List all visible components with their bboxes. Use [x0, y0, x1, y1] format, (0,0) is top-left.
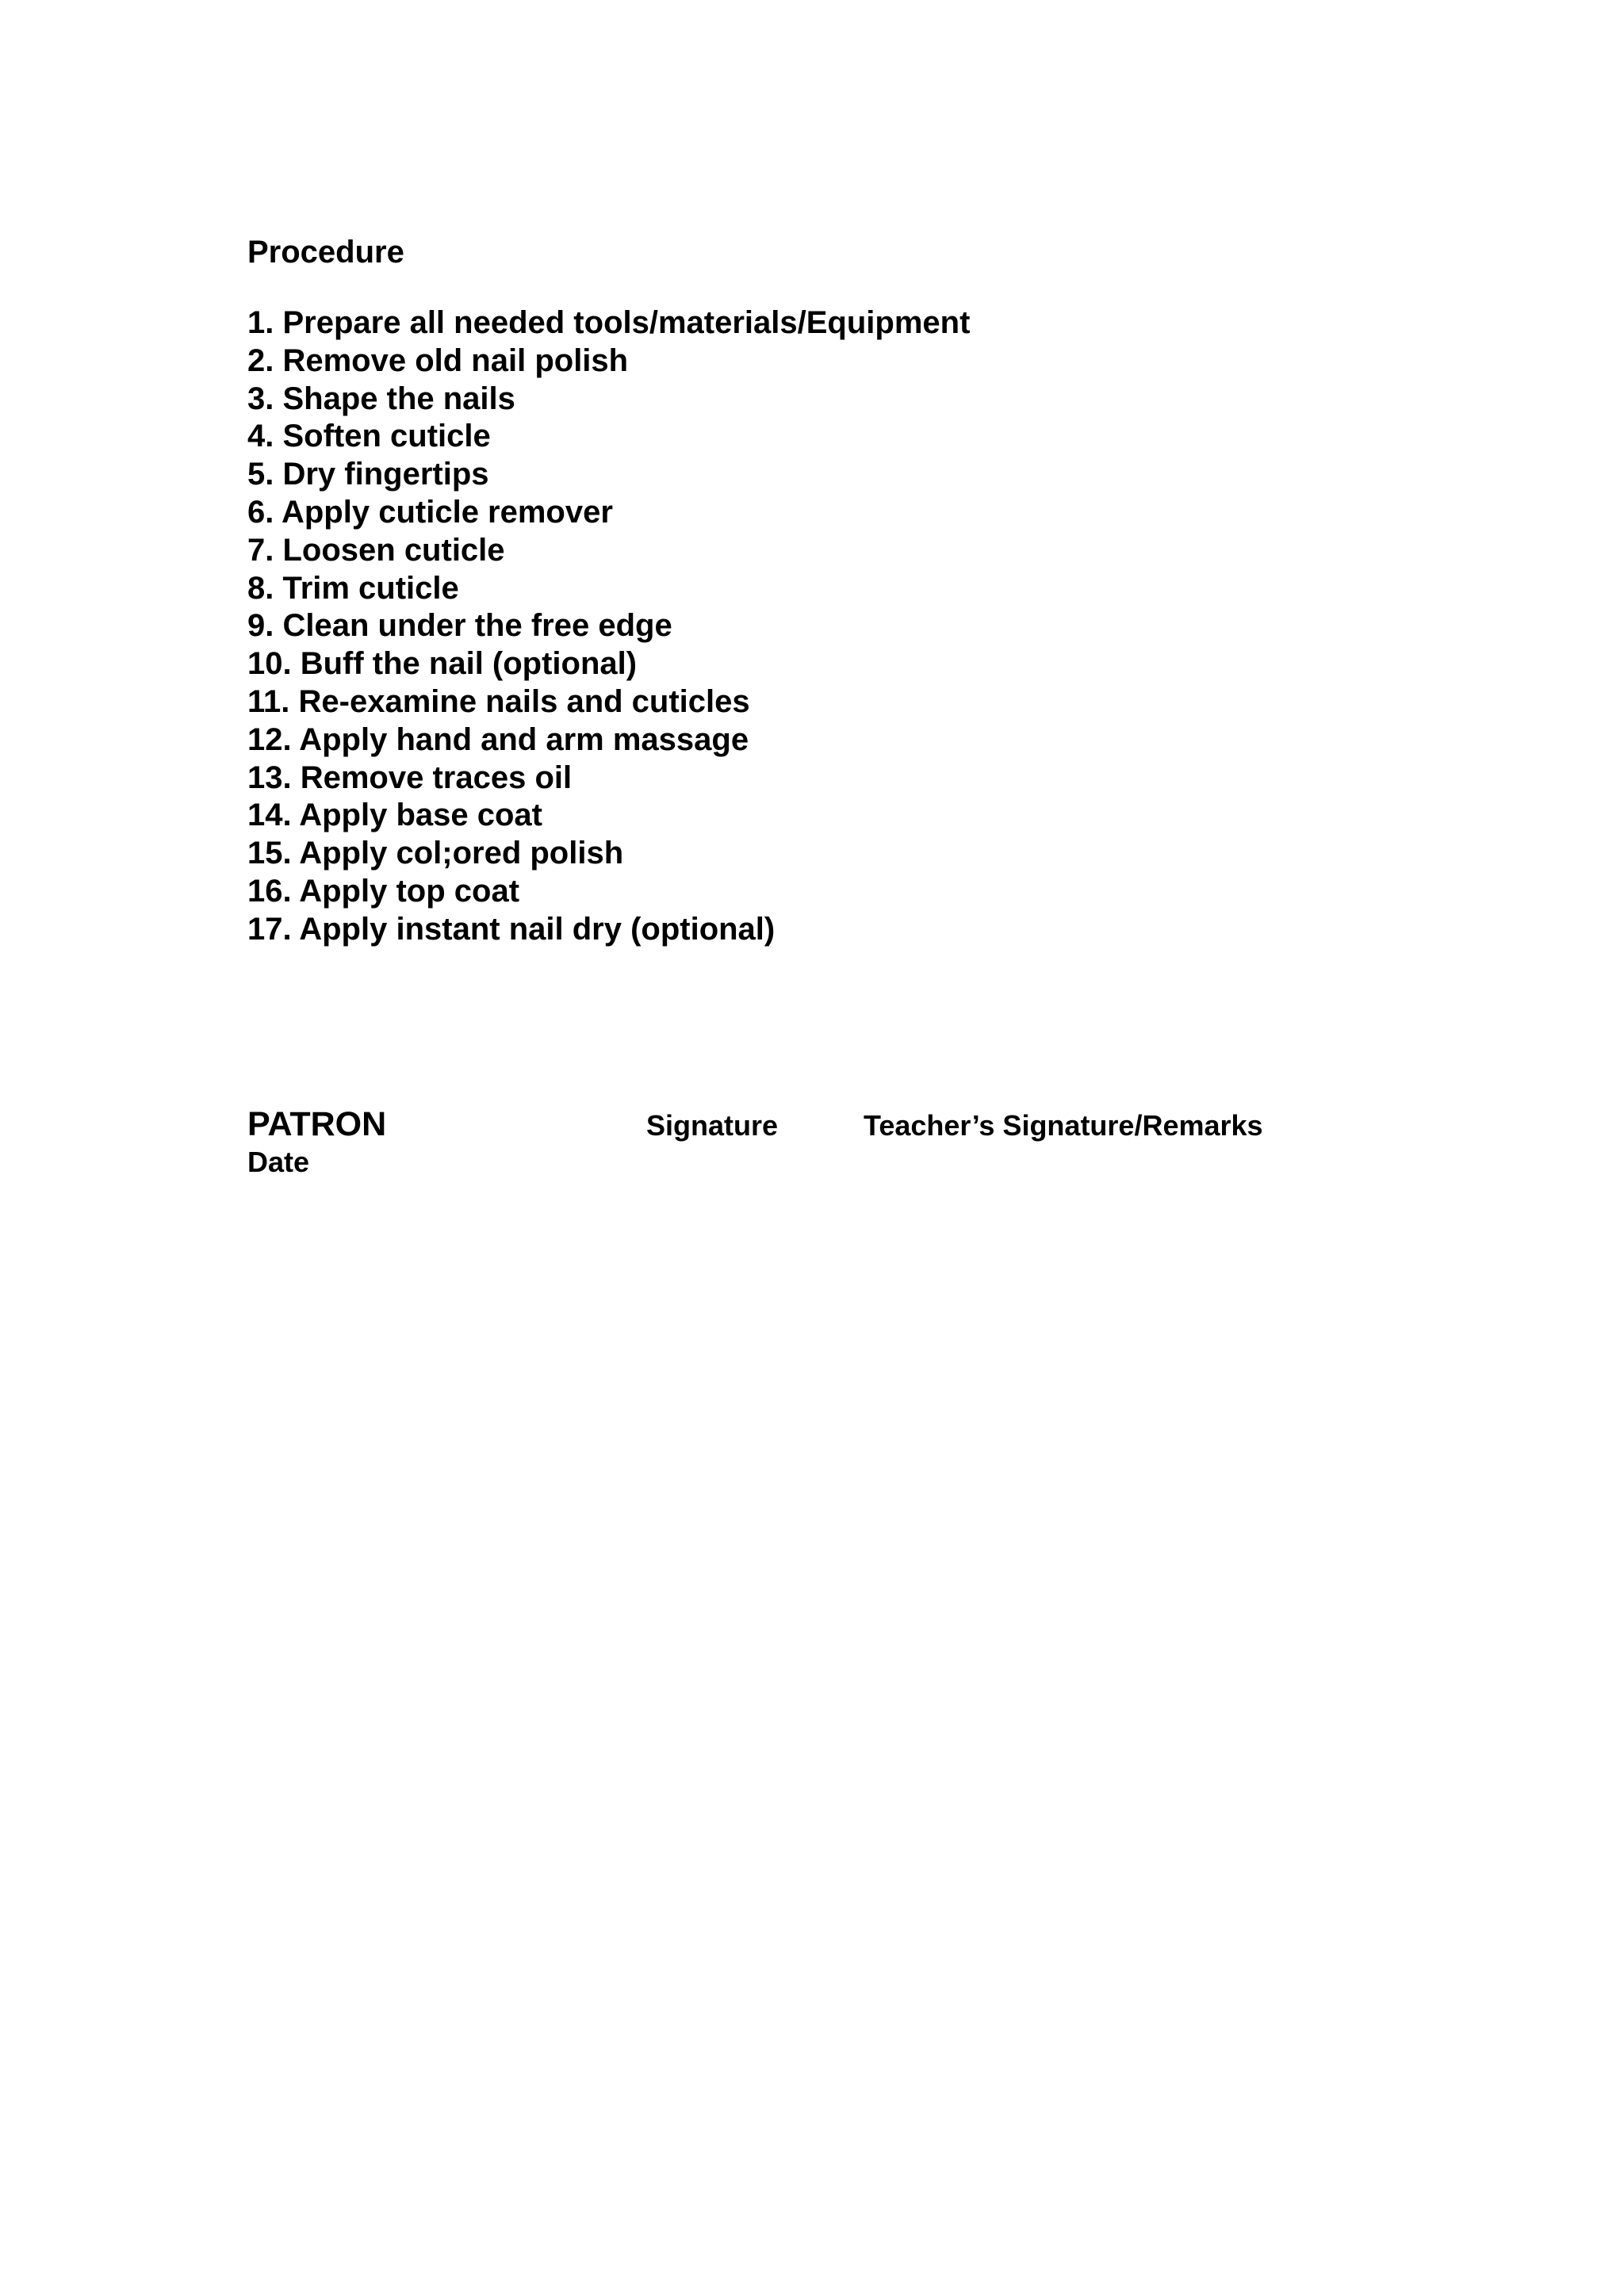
procedure-step: 10. Buff the nail (optional) — [247, 646, 638, 682]
procedure-step: 13. Remove traces oil — [247, 760, 573, 795]
procedure-step: 1. Prepare all needed tools/materials/Equipment — [247, 305, 971, 340]
procedure-step: 17. Apply instant nail dry (optional) — [247, 911, 776, 947]
teacher-signature-remarks-label: Teacher’s Signature/Remarks — [864, 1109, 1263, 1142]
procedure-heading: Procedure — [247, 235, 404, 270]
procedure-steps-list — [247, 304, 970, 949]
procedure-step: 7. Loosen cuticle — [247, 532, 505, 568]
procedure-step: 9. Clean under the free edge — [247, 608, 672, 644]
procedure-step: 15. Apply col;ored polish — [247, 836, 624, 871]
procedure-step: 5. Dry fingertips — [247, 457, 489, 492]
date-label: Date — [247, 1146, 310, 1178]
patron-label: PATRON — [247, 1105, 387, 1143]
procedure-step: 2. Remove old nail polish — [247, 342, 629, 378]
procedure-step: 14. Apply base coat — [247, 798, 542, 833]
procedure-step: 8. Trim cuticle — [247, 570, 459, 606]
signature-label: Signature — [646, 1109, 779, 1142]
procedure-step: 4. Soften cuticle — [247, 419, 491, 454]
procedure-step: 16. Apply top coat — [247, 873, 520, 909]
procedure-step: 12. Apply hand and arm massage — [247, 721, 749, 757]
procedure-step: 3. Shape the nails — [247, 381, 515, 416]
procedure-step: 6. Apply cuticle remover — [247, 494, 613, 530]
procedure-step: 11. Re-examine nails and cuticles — [247, 683, 750, 719]
